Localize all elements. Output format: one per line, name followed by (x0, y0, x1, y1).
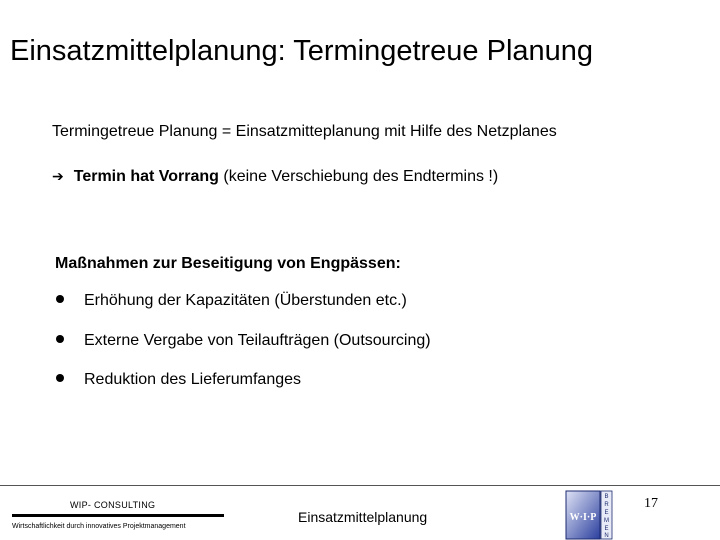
footer-company: WIP- CONSULTING (70, 500, 156, 510)
footer-divider (0, 485, 720, 486)
svg-text:N: N (604, 533, 609, 539)
list-item-text: Reduktion des Lieferumfanges (84, 371, 302, 388)
footer-company-bar (12, 514, 224, 517)
bullet-icon (56, 374, 64, 382)
svg-text:R: R (604, 502, 609, 508)
svg-text:B: B (604, 494, 609, 500)
measures-heading: Maßnahmen zur Beseitigung von Engpässen: (55, 255, 401, 272)
definition-line (52, 122, 557, 142)
bullet-icon (56, 295, 64, 303)
definition-term: Termingetreue Planung = (52, 123, 232, 140)
svg-text:E: E (604, 510, 609, 516)
slide-title: Einsatzmittelplanung: Termingetreue Planung (10, 35, 594, 67)
definition-text: Einsatzmitteplanung mit Hilfe des Netzplanes (231, 123, 557, 140)
bullet-icon (56, 335, 64, 343)
priority-bold: Termin hat Vorrang (73, 168, 219, 185)
svg-text:M: M (604, 518, 609, 524)
page-number: 17 (644, 496, 658, 511)
arrow-right-icon: ➔ (52, 168, 64, 184)
list-item (55, 331, 431, 351)
footer-topic: Einsatzmittelplanung (298, 509, 428, 525)
wip-logo (565, 490, 613, 540)
list-item-text: Erhöhung der Kapazitäten (Überstunden etc.) (84, 292, 407, 309)
list-item (55, 291, 407, 311)
priority-text: (keine Verschiebung des Endtermins !) (218, 168, 499, 185)
list-item-text: Externe Vergabe von Teilaufträgen (Outsourcing) (84, 332, 431, 349)
svg-text:E: E (604, 526, 609, 532)
list-item (55, 370, 301, 390)
logo-text: W·I·P (569, 512, 597, 523)
priority-line (52, 166, 498, 187)
footer-tagline: Wirtschaftlichkeit durch innovatives Projektmanagement (12, 523, 186, 530)
